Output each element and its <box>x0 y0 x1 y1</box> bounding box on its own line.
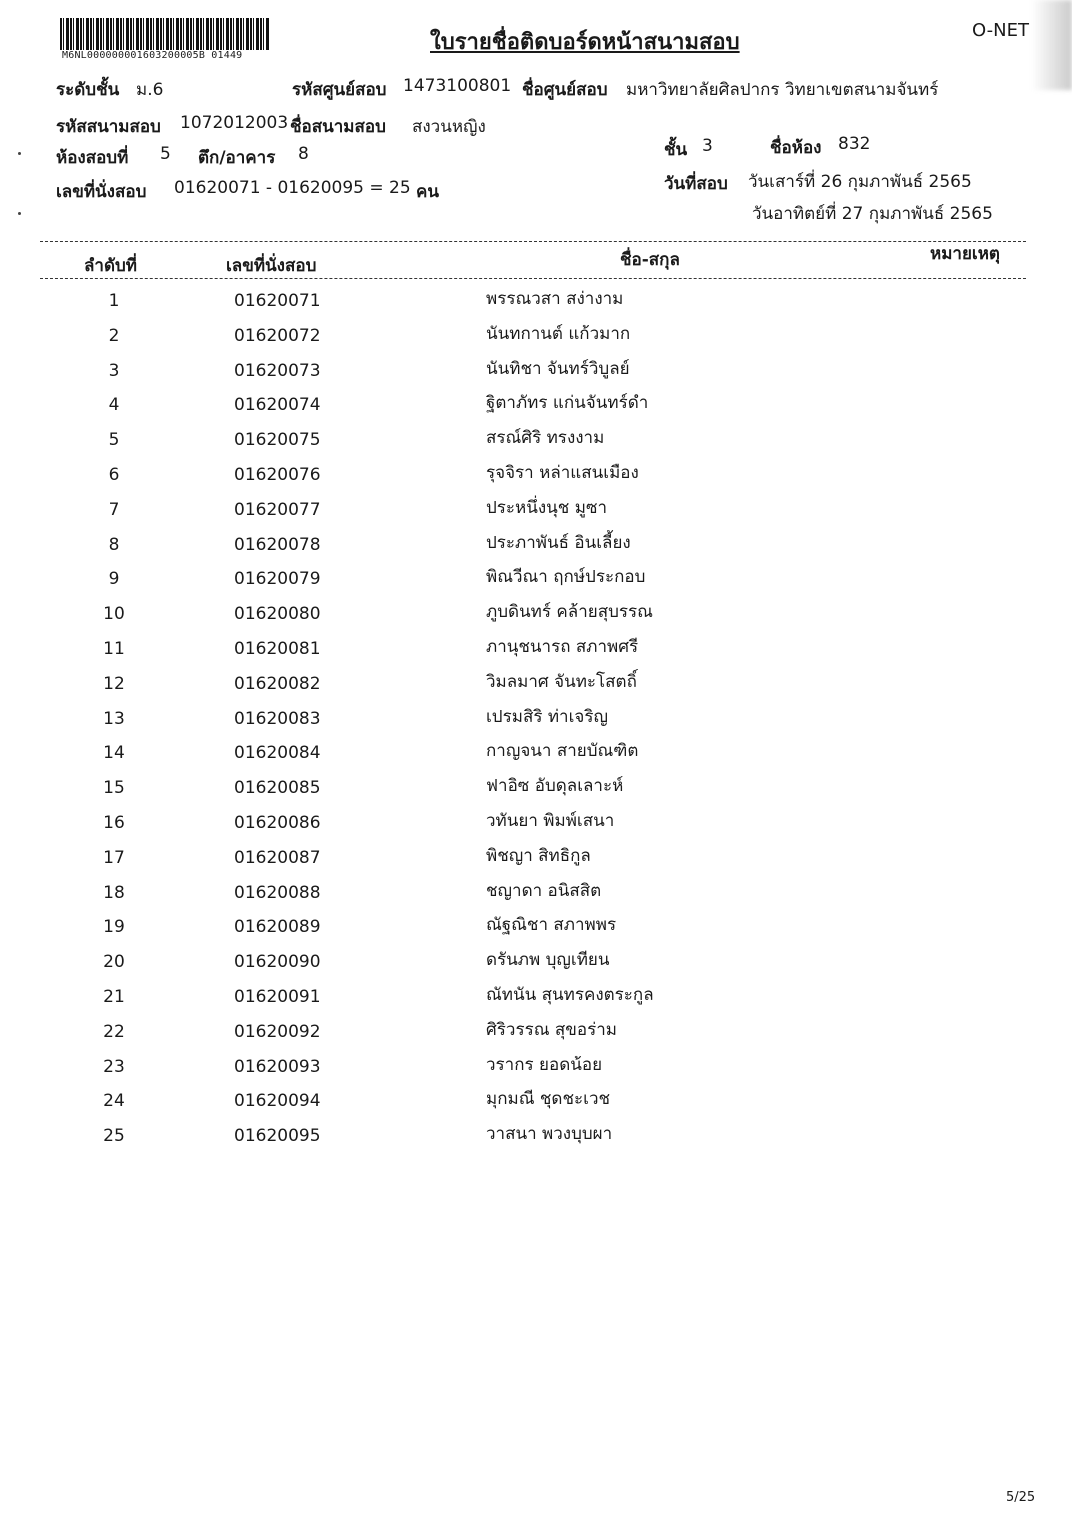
row-student-name: พรรณวสา สง่างาม <box>486 289 624 309</box>
row-seat-number: 01620074 <box>234 395 321 416</box>
center-code-label: รหัสศูนย์สอบ <box>292 80 387 100</box>
seat-unit: คน <box>416 182 439 202</box>
table-row <box>0 949 1072 983</box>
row-number: 22 <box>103 1021 125 1042</box>
row-number: 11 <box>103 639 125 659</box>
row-student-name: ฐิตาภัทร แก่นจันทร์ดำ <box>486 393 649 414</box>
page-title: ใบรายชื่อติดบอร์ดหน้าสนามสอบ <box>430 30 740 55</box>
row-seat-number: 01620077 <box>234 499 321 520</box>
table-row <box>0 810 1072 844</box>
row-seat-number: 01620076 <box>234 465 321 485</box>
table-row <box>0 392 1072 426</box>
barcode-text: M6NL000000001603200005B 01449 <box>62 50 243 61</box>
row-student-name: ภูบดินทร์ คล้ายสุบรรณ <box>486 602 653 623</box>
scan-speck <box>18 212 21 215</box>
row-student-name: รุจจิรา หล่าแสนเมือง <box>486 463 639 483</box>
row-student-name: ชญาดา อนิสสิต <box>486 880 602 901</box>
center-name-label: ชื่อศูนย์สอบ <box>522 80 608 100</box>
row-seat-number: 01620083 <box>234 708 321 729</box>
venue-name-value: สงวนหญิง <box>412 117 486 137</box>
venue-code-label: รหัสสนามสอบ <box>56 117 161 137</box>
row-number: 3 <box>108 360 120 381</box>
venue-code-value: 1072012003 <box>180 113 289 133</box>
row-number: 25 <box>103 1126 125 1147</box>
row-seat-number: 01620078 <box>234 534 321 555</box>
row-number: 18 <box>103 882 125 903</box>
barcode <box>60 18 270 50</box>
table-row <box>0 288 1072 322</box>
exam-date-2: วันอาทิตย์ที่ 27 กุมภาพันธ์ 2565 <box>752 204 993 224</box>
row-number: 7 <box>108 499 120 520</box>
row-student-name: วิมลมาศ จันทะโสตถิ์ <box>486 671 637 692</box>
room-value: 5 <box>160 144 171 164</box>
row-student-name: ภานุชนารถ สภาพศรี <box>486 637 639 657</box>
header-bottom-rule <box>40 278 1026 279</box>
table-row <box>0 845 1072 879</box>
table-row <box>0 775 1072 809</box>
row-seat-number: 01620079 <box>234 569 321 590</box>
scan-shadow <box>1032 0 1072 90</box>
row-student-name: กาญจนา สายบัณฑิต <box>486 741 639 762</box>
row-seat-number: 01620093 <box>234 1056 321 1077</box>
table-row <box>0 1088 1072 1122</box>
date-label: วันที่สอบ <box>664 174 728 194</box>
exam-tag: O-NET <box>972 20 1029 41</box>
row-student-name: นันทกานต์ แก้วมาก <box>486 323 631 344</box>
row-student-name: พิณวีณา ฤกษ์ประกอบ <box>486 567 646 588</box>
row-number: 9 <box>108 569 120 590</box>
row-seat-number: 01620075 <box>234 430 321 451</box>
row-seat-number: 01620084 <box>234 743 321 764</box>
row-number: 4 <box>108 395 120 416</box>
row-number: 6 <box>108 465 120 485</box>
table-row <box>0 358 1072 392</box>
row-number: 19 <box>103 917 125 938</box>
building-value: 8 <box>298 144 309 164</box>
table-row <box>0 532 1072 566</box>
floor-label: ชั้น <box>664 140 688 160</box>
level-value: ม.6 <box>136 80 164 100</box>
room-label: ห้องสอบที่ <box>56 148 129 168</box>
venue-name-label: ชื่อสนามสอบ <box>290 117 386 137</box>
row-seat-number: 01620090 <box>234 952 321 973</box>
row-student-name: วรากร ยอดน้อย <box>486 1054 603 1075</box>
row-student-name: ฟาอิซ อับดุลเลาะห์ <box>486 776 624 797</box>
row-seat-number: 01620080 <box>234 604 321 625</box>
column-header-seat: เลขที่นั่งสอบ <box>226 256 317 276</box>
row-number: 8 <box>108 534 120 555</box>
table-row <box>0 1019 1072 1053</box>
row-student-name: ศิริวรรณ สุขอร่าม <box>486 1019 617 1040</box>
building-label: ตึก/อาคาร <box>198 148 276 168</box>
table-row <box>0 880 1072 914</box>
row-number: 13 <box>103 708 125 729</box>
row-number: 23 <box>103 1056 125 1077</box>
table-row <box>0 427 1072 461</box>
row-student-name: พิชญา สิทธิกูล <box>486 845 591 866</box>
row-seat-number: 01620082 <box>234 673 321 694</box>
row-student-name: สรณ์ศิริ ทรงงาม <box>486 428 605 449</box>
row-number: 1 <box>108 291 120 311</box>
table-row <box>0 740 1072 774</box>
table-row <box>0 636 1072 670</box>
center-code-value: 1473100801 <box>403 76 512 96</box>
table-row <box>0 1054 1072 1088</box>
row-seat-number: 01620089 <box>234 917 321 938</box>
row-student-name: ณัฐณิชา สภาพพร <box>486 915 617 936</box>
room-name-label: ชื่อห้อง <box>770 138 822 158</box>
room-name-value: 832 <box>838 134 871 154</box>
table-row <box>0 1123 1072 1157</box>
row-student-name: ดรันภพ บุญเทียน <box>486 950 610 971</box>
seat-label: เลขที่นั่งสอบ <box>56 182 147 202</box>
row-student-name: เปรมสิริ ท่าเจริญ <box>486 706 608 727</box>
scan-speck <box>18 152 21 155</box>
row-seat-number: 01620091 <box>234 987 321 1007</box>
row-number: 12 <box>103 673 125 694</box>
table-row <box>0 497 1072 531</box>
table-row <box>0 706 1072 740</box>
row-seat-number: 01620073 <box>234 360 321 381</box>
row-number: 5 <box>108 430 120 451</box>
row-number: 21 <box>103 987 125 1007</box>
seat-range: 01620071 - 01620095 = 25 <box>174 178 411 198</box>
table-row <box>0 984 1072 1018</box>
table-row <box>0 671 1072 705</box>
row-seat-number: 01620092 <box>234 1021 321 1042</box>
column-header-remark: หมายเหตุ <box>930 244 1000 264</box>
row-seat-number: 01620094 <box>234 1091 321 1112</box>
column-header-no: ลำดับที่ <box>84 256 138 276</box>
row-seat-number: 01620086 <box>234 813 321 833</box>
table-row <box>0 914 1072 948</box>
row-seat-number: 01620071 <box>234 291 321 311</box>
row-number: 15 <box>103 778 125 799</box>
floor-value: 3 <box>702 136 713 156</box>
exam-date-1: วันเสาร์ที่ 26 กุมภาพันธ์ 2565 <box>748 172 972 192</box>
row-seat-number: 01620072 <box>234 325 321 346</box>
center-name-value: มหาวิทยาลัยศิลปากร วิทยาเขตสนามจันทร์ <box>626 80 939 100</box>
row-number: 14 <box>103 743 125 764</box>
row-seat-number: 01620081 <box>234 639 321 659</box>
row-number: 20 <box>103 952 125 973</box>
row-student-name: ประภาพันธ์ อินเลี้ยง <box>486 532 631 553</box>
row-number: 2 <box>108 325 120 346</box>
table-row <box>0 323 1072 357</box>
header-top-rule <box>40 241 1026 242</box>
row-student-name: ประหนึ่งนุช มูซา <box>486 497 608 518</box>
row-student-name: นันทิชา จันทร์วิบูลย์ <box>486 358 630 379</box>
table-row <box>0 462 1072 496</box>
row-student-name: มุกมณี ชุดชะเวช <box>486 1089 611 1110</box>
row-student-name: ณัทนัน สุนทรคงตระกูล <box>486 985 654 1005</box>
row-seat-number: 01620087 <box>234 847 321 868</box>
row-seat-number: 01620085 <box>234 778 321 799</box>
table-row <box>0 566 1072 600</box>
row-number: 16 <box>103 813 125 833</box>
row-number: 17 <box>103 847 125 868</box>
row-seat-number: 01620088 <box>234 882 321 903</box>
table-row <box>0 601 1072 635</box>
level-label: ระดับชั้น <box>56 80 120 100</box>
row-student-name: วาสนา พวงบุบผา <box>486 1124 613 1145</box>
row-number: 24 <box>103 1091 125 1112</box>
row-number: 10 <box>103 604 125 625</box>
row-student-name: วทันยา พิมพ์เสนา <box>486 811 615 831</box>
row-seat-number: 01620095 <box>234 1126 321 1147</box>
column-header-name: ชื่อ-สกุล <box>620 250 680 270</box>
page-number: 5/25 <box>1006 1490 1036 1505</box>
